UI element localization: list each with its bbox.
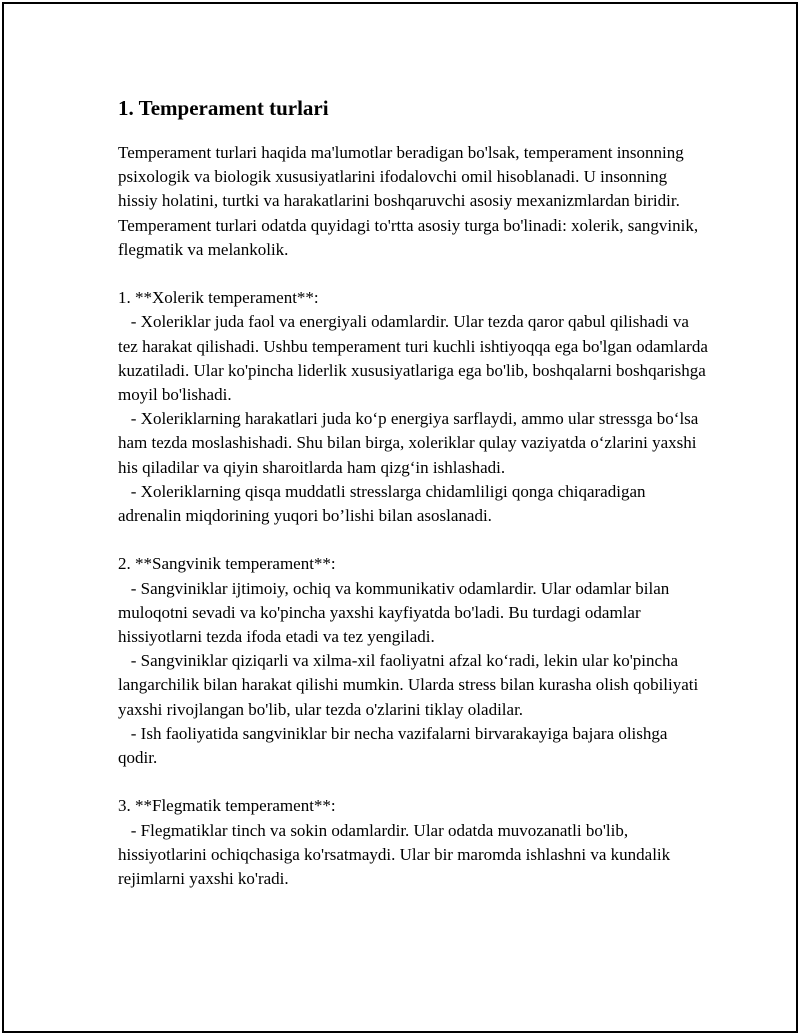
document-title: 1. Temperament turlari	[118, 96, 329, 120]
paragraph-gap	[118, 528, 708, 552]
section-body-flegmatik: - Flegmatiklar tinch va sokin odamlardir. Ular odatda muvozanatli bo'lib, hissiyotlarini ochiqchasiga ko'rsatmaydi. Ular bir maromda ishlashni va kundalik rejimlarni yaxshi ko'radi.	[118, 820, 675, 889]
section-body-xolerik: - Xoleriklar juda faol va energiyali odamlardir. Ular tezda qaror qabul qilishadi va tez harakat qilishadi. Ushbu temperament turi kuchli ishtiyoqqa ega bo'lgan odamlarda kuzatiladi. Ular ko'pincha liderlik xususiyatlariga ega bo'lib, boshqalarni boshqarishga moyil bo'lishadi. - Xoleriklarning harakatlari juda ko‘p energiya sarflaydi, ammo ular stressga bo‘lsa ham tezda moslashishadi. Shu bilan birga, xoleriklar qulay vaziyatda o‘zlarini yaxshi his qiladilar va qiyin sharoitlarda ham qizg‘in ishlashadi. - Xoleriklarning qisqa muddatli stresslarga chidamliligi qonga chiqaradigan adrenalin miqdorining yuqori bo’lishi bilan asoslanadi.	[118, 312, 708, 526]
paragraph-gap	[118, 770, 708, 794]
section-body-sangvinik: - Sangviniklar ijtimoiy, ochiq va kommunikativ odamlardir. Ular odamlar bilan muloqotni sevadi va ko'pincha yaxshi kayfiyatda bo'ladi. Bu turdagi odamlar hissiyotlarni tezda ifoda etadi va tez yengiladi. - Sangviniklar qiziqarli va xilma-xil faoliyatni afzal ko‘radi, lekin ular ko'pincha langarchilik bilan harakat qilishi mumkin. Ularda stress bilan kurasha olish qobiliyati yaxshi rivojlangan bo'lib, ular tezda o'zlarini tiklay oladilar. - Ish faoliyatida sangviniklar bir necha vazifalarni birvarakayiga bajara olishga qodir.	[118, 578, 699, 768]
section-heading-xolerik: 1. **Xolerik temperament**:	[118, 288, 319, 308]
paragraph-gap	[118, 262, 708, 286]
document-content	[118, 93, 708, 891]
intro-paragraph: Temperament turlari haqida ma'lumotlar beradigan bo'lsak, temperament insonning psixologik va biologik xususiyatlarini ifodalovchi omil hisoblanadi. U insonning hissiy holatini, turtki va harakatlarini boshqaruvchi asosiy mexanizmlardan biridir. Temperament turlari odatda quyidagi to'rtta asosiy turga bo'linadi: xolerik, sangvinik, flegmatik va melankolik.	[118, 143, 703, 259]
section-heading-flegmatik: 3. **Flegmatik temperament**:	[118, 796, 336, 816]
section-heading-sangvinik: 2. **Sangvinik temperament**:	[118, 554, 336, 574]
